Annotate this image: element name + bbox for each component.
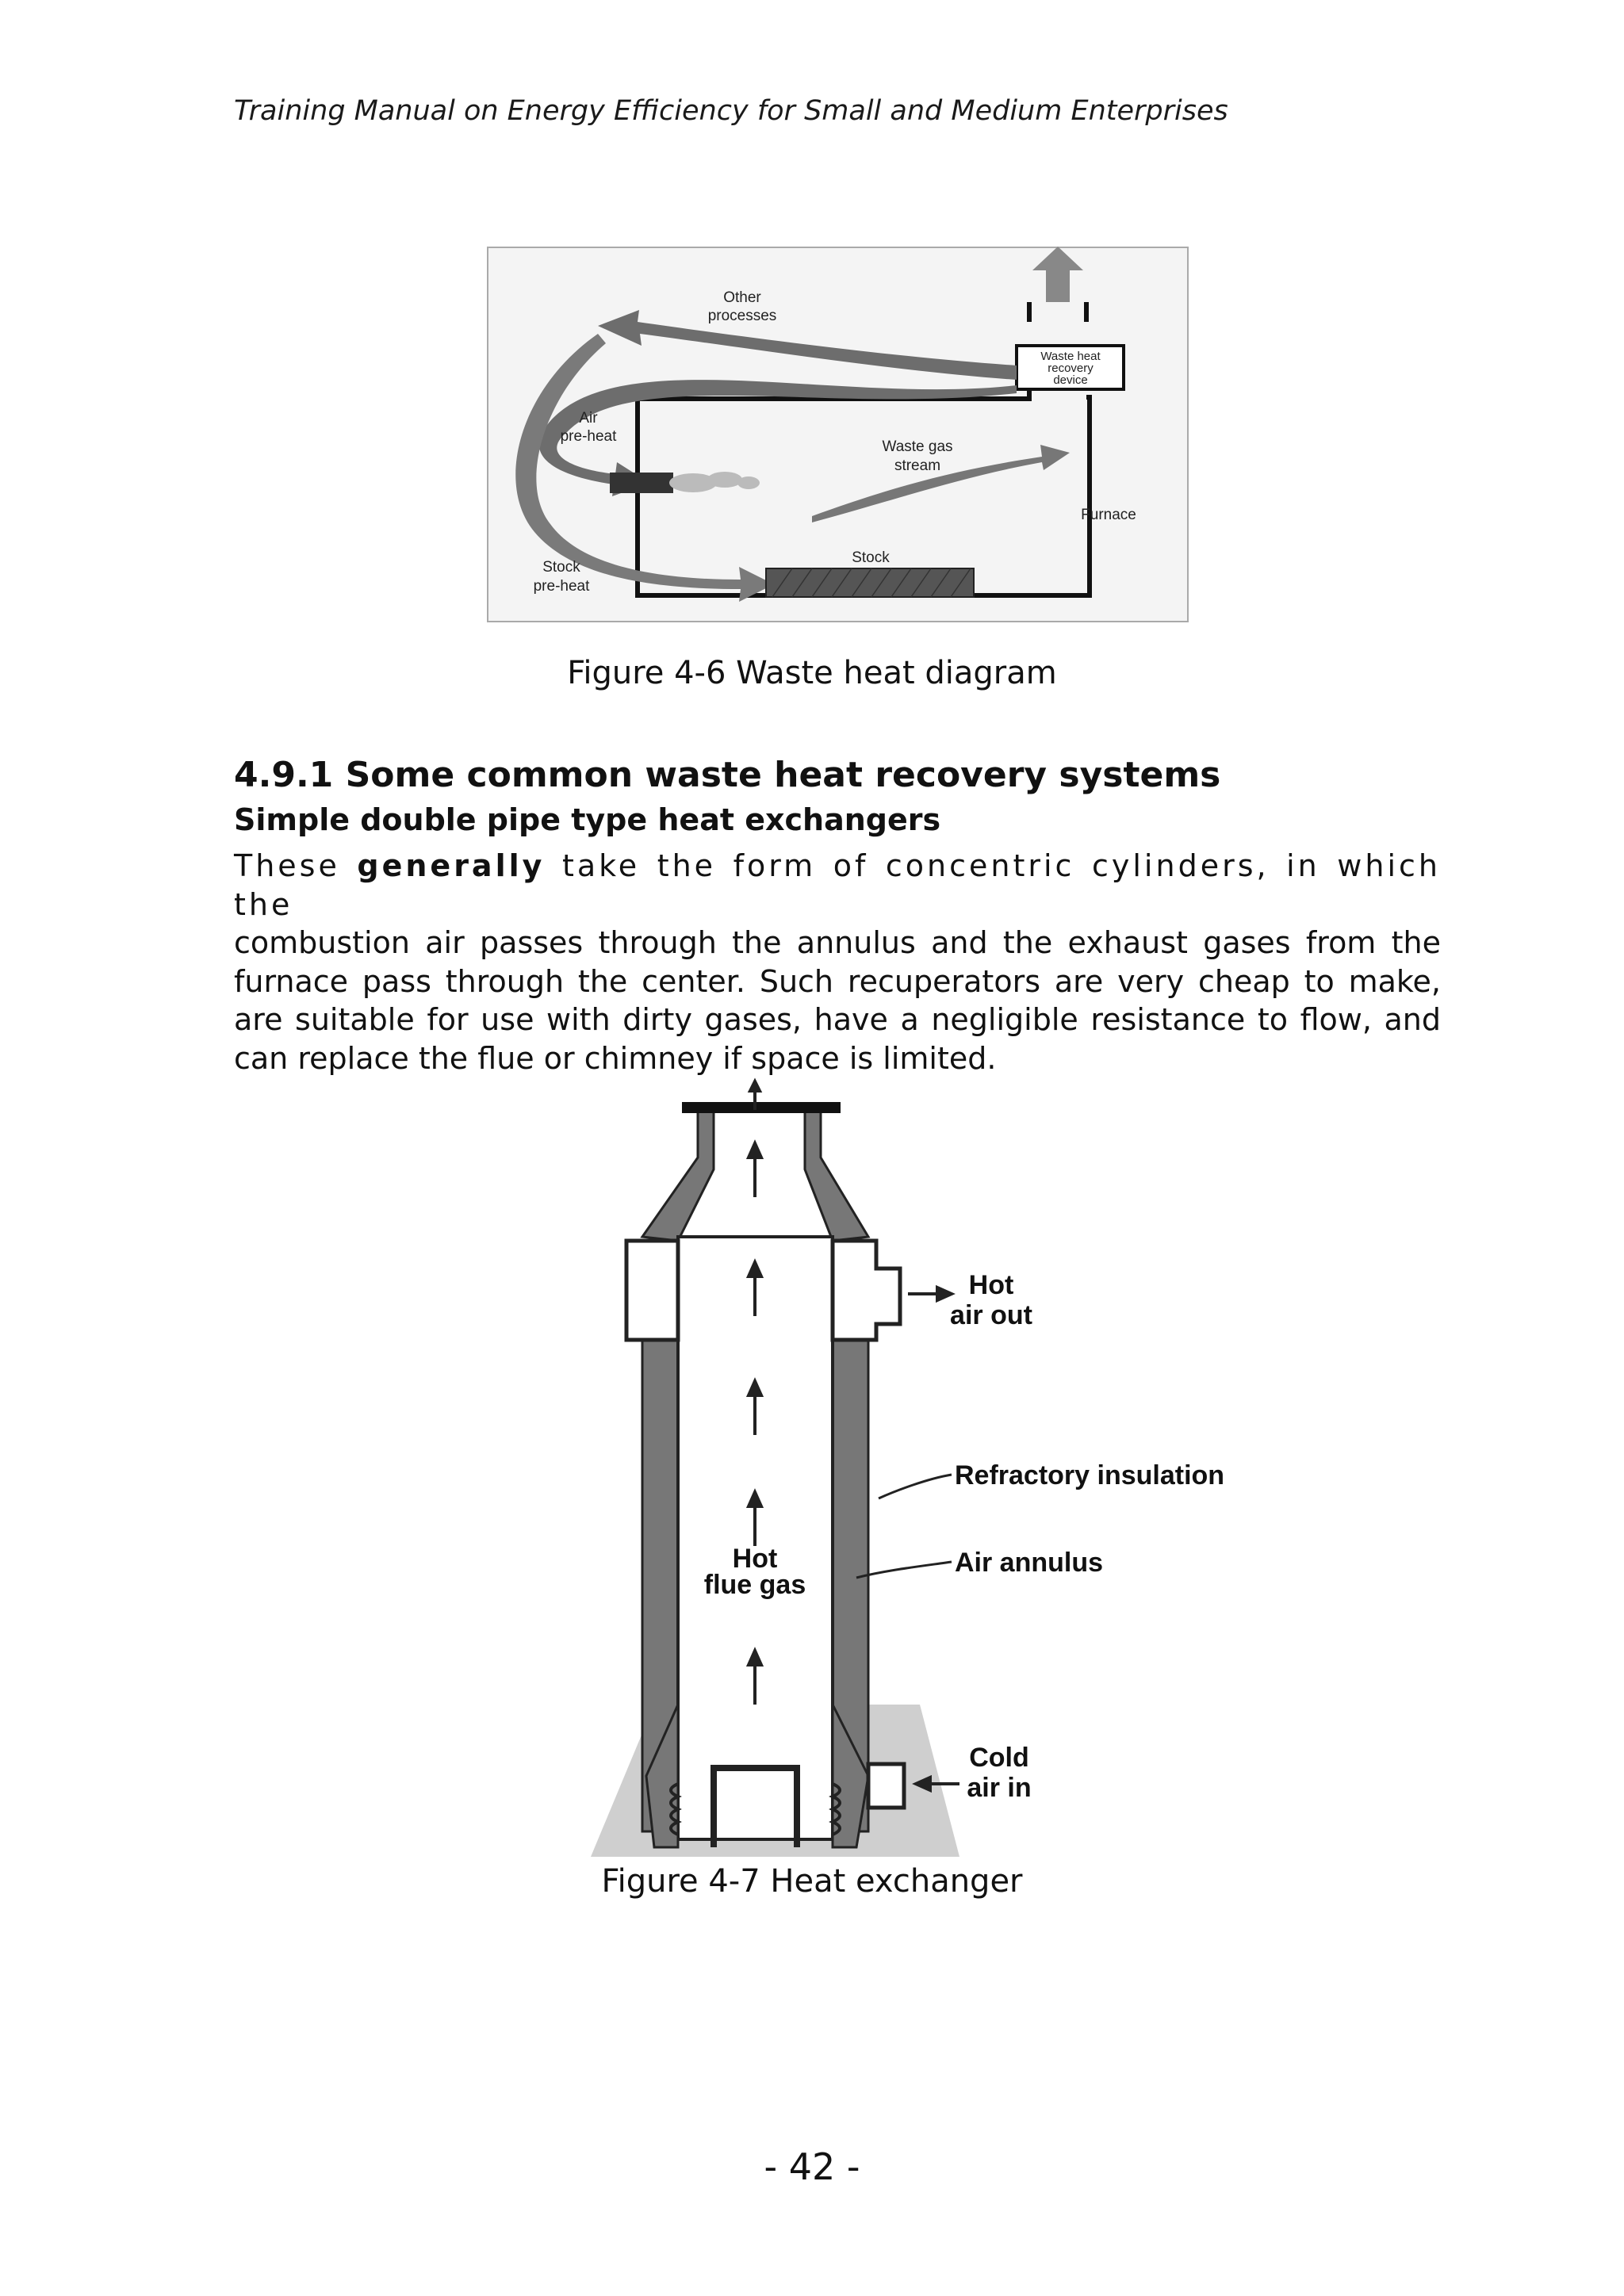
para-line-5: can replace the flue or chimney if space is limited. (234, 1040, 997, 1076)
top-cap (682, 1102, 841, 1113)
label-stock-preheat-1: Stock (542, 559, 580, 576)
page-number: - 42 - (764, 2145, 860, 2188)
label-air-preheat-2: pre-heat (560, 428, 617, 445)
figure-4-7-caption: Figure 4-7 Heat exchanger (601, 1863, 1023, 1900)
label-recovery-2: recovery (1048, 362, 1094, 375)
label-refractory: Refractory insulation (955, 1460, 1225, 1490)
para-lead: These (234, 848, 358, 883)
body-paragraph (234, 847, 1441, 1077)
label-air-preheat-1: Air (579, 410, 598, 427)
label-annulus: Air annulus (955, 1548, 1104, 1578)
label-recovery-3: device (1053, 373, 1088, 387)
label-recovery-1: Waste heat (1040, 350, 1101, 363)
para-line-3: furnace pass through the center. Such recuperators are very cheap to make, (234, 963, 1441, 999)
para-line-4: are suitable for use with dirty gases, have a negligible resistance to flow, and (234, 1002, 1441, 1037)
para-line-2: combustion air passes through the annulus and the exhaust gases from the (234, 925, 1441, 960)
label-stock-preheat-2: pre-heat (533, 578, 590, 595)
label-other-processes-1: Other (723, 289, 761, 306)
label-hot-air-2: air out (950, 1300, 1032, 1330)
cold-air-inlet (868, 1764, 904, 1808)
label-other-processes-2: processes (707, 308, 777, 324)
waste-heat-diagram (487, 247, 1189, 622)
label-hot-gas-2: flue gas (703, 1570, 806, 1600)
label-furnace: Furnace (1081, 507, 1136, 523)
label-cold-air-1: Cold (969, 1743, 1029, 1773)
section-heading: 4.9.1 Some common waste heat recovery systems (234, 755, 1221, 795)
running-header: Training Manual on Energy Efficiency for Small and Medium Enterprises (234, 95, 1228, 127)
stock-block (766, 568, 974, 597)
label-waste-gas-2: stream (894, 457, 941, 474)
heat-exchanger-diagram (484, 1086, 1225, 1847)
label-stock: Stock (852, 549, 890, 566)
para-line-1 (234, 847, 1441, 924)
label-hot-gas-1: Hot (732, 1544, 778, 1574)
label-hot-air-1: Hot (968, 1270, 1014, 1300)
label-waste-gas-1: Waste gas (882, 438, 953, 455)
hot-air-outlet (833, 1241, 900, 1340)
para-bold-word: generally (357, 848, 546, 883)
para-line-1-rest: take the form of concentric cylinders, in which the (234, 848, 1441, 922)
burner (610, 473, 673, 493)
figure-4-6-caption: Figure 4-6 Waste heat diagram (567, 655, 1057, 691)
label-cold-air-2: air in (967, 1773, 1032, 1803)
subsection-heading: Simple double pipe type heat exchangers (234, 802, 941, 837)
